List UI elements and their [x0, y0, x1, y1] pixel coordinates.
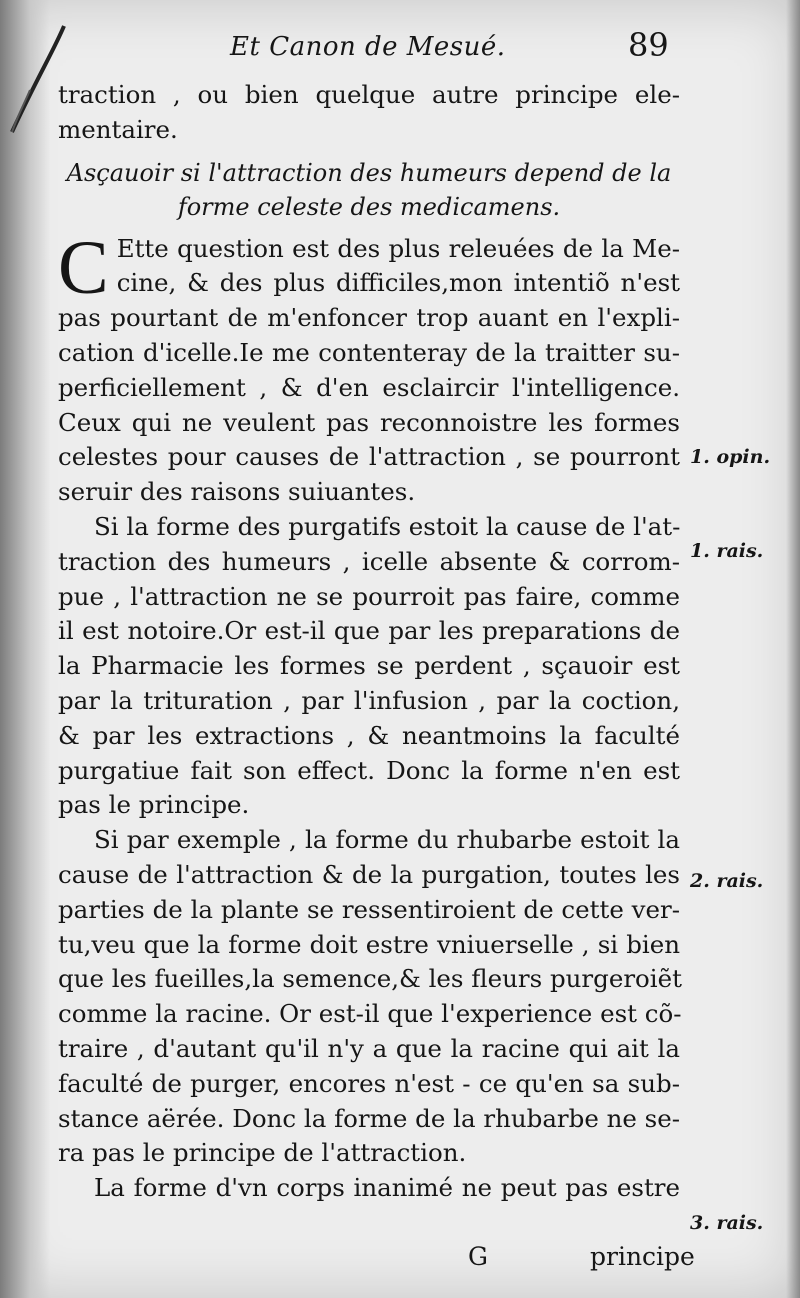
section-heading: [58, 156, 680, 224]
text-line: faculté de purger, encores n'est - ce qu'en sa sub-: [58, 1068, 680, 1098]
text-line: la Pharmacie les formes se perdent , sçauoir est: [58, 651, 680, 681]
page-edge-shadow: [786, 0, 800, 1298]
text-line: que les fueilles,la semence,& les fleurs purgeroiẽt: [58, 964, 682, 994]
text-line: comme la racine. Or est-il que l'experience est cõ-: [58, 999, 682, 1029]
text-line: Si par exemple , la forme du rhubarbe estoit la: [94, 825, 680, 855]
catchword: principe: [590, 1242, 695, 1271]
running-head: Et Canon de Mesué.: [230, 32, 506, 62]
text-line: il est notoire.Or est-il que par les preparations de: [58, 616, 680, 646]
text-line: purgatiue fait son effect. Donc la forme n'en est: [58, 755, 680, 785]
gutter-shadow: [0, 0, 50, 1298]
text-line: parties de la plante se ressentiroient de cette ver-: [58, 894, 680, 924]
margin-note-opinion: 1. opin.: [690, 446, 771, 468]
text-line: perficiellement , & d'en esclaircir l'intelligence.: [58, 372, 680, 402]
paragraph-4: [58, 1171, 680, 1206]
text-line: Ceux qui ne veulent pas reconnoistre les formes: [58, 407, 680, 437]
text-line: cine, & des plus difficiles,mon intentiõ n'est: [116, 268, 680, 298]
margin-note-reason-1: 1. rais.: [690, 540, 764, 562]
text-line: seruir des raisons suiuantes.: [58, 477, 416, 507]
text-line: cation d'icelle.Ie me contenteray de la traitter su-: [58, 337, 680, 367]
text-line: par la trituration , par l'infusion , par la coction,: [58, 685, 680, 715]
text-line: pas pourtant de m'enfoncer trop auant en l'expli-: [58, 303, 680, 333]
heading-line: forme celeste des medicamens.: [177, 192, 561, 221]
paragraph-1: [58, 225, 680, 510]
text-line: celestes pour causes de l'attraction , se pourront: [58, 442, 680, 472]
page-footer: [58, 1242, 698, 1282]
heading-line: Asçauoir si l'attraction des humeurs depend de la: [66, 158, 672, 187]
text-line: Si la forme des purgatifs estoit la cause de l'at-: [94, 511, 681, 541]
text-line: traction des humeurs , icelle absente & corrom-: [58, 546, 680, 576]
paragraph-3: [58, 823, 680, 1171]
text-line: & par les extractions , & neantmoins la faculté: [58, 720, 680, 750]
text-line: stance aërée. Donc la forme de la rhubarbe ne se-: [58, 1103, 681, 1133]
continued-paragraph: [58, 78, 680, 148]
drop-cap: C: [58, 225, 109, 310]
text-line: traction , ou bien quelque autre principe ele-: [58, 80, 680, 109]
page-header: [60, 26, 700, 74]
main-text: [58, 78, 680, 1206]
text-line: cause de l'attraction & de la purgation, toutes les: [58, 859, 680, 889]
text-line: pas le principe.: [58, 790, 250, 820]
text-line: tu,veu que la forme doit estre vniuerselle , si bien: [58, 929, 680, 959]
text-line: pue , l'attraction ne se pourroit pas faire, comme: [58, 581, 680, 611]
text-line: mentaire.: [58, 114, 178, 144]
text-line: traire , d'autant qu'il n'y a que la racine qui ait la: [58, 1033, 680, 1063]
text-line: ra pas le principe de l'attraction.: [58, 1138, 467, 1168]
page-number: 89: [628, 26, 669, 64]
margin-note-reason-3: 3. rais.: [690, 1212, 764, 1234]
paragraph-2: [58, 510, 680, 823]
text-line: La forme d'vn corps inanimé ne peut pas estre: [94, 1173, 680, 1203]
margin-note-reason-2: 2. rais.: [690, 870, 764, 892]
text-line: Ette question est des plus releuées de la Me-: [116, 233, 680, 263]
signature-mark: G: [468, 1242, 488, 1271]
